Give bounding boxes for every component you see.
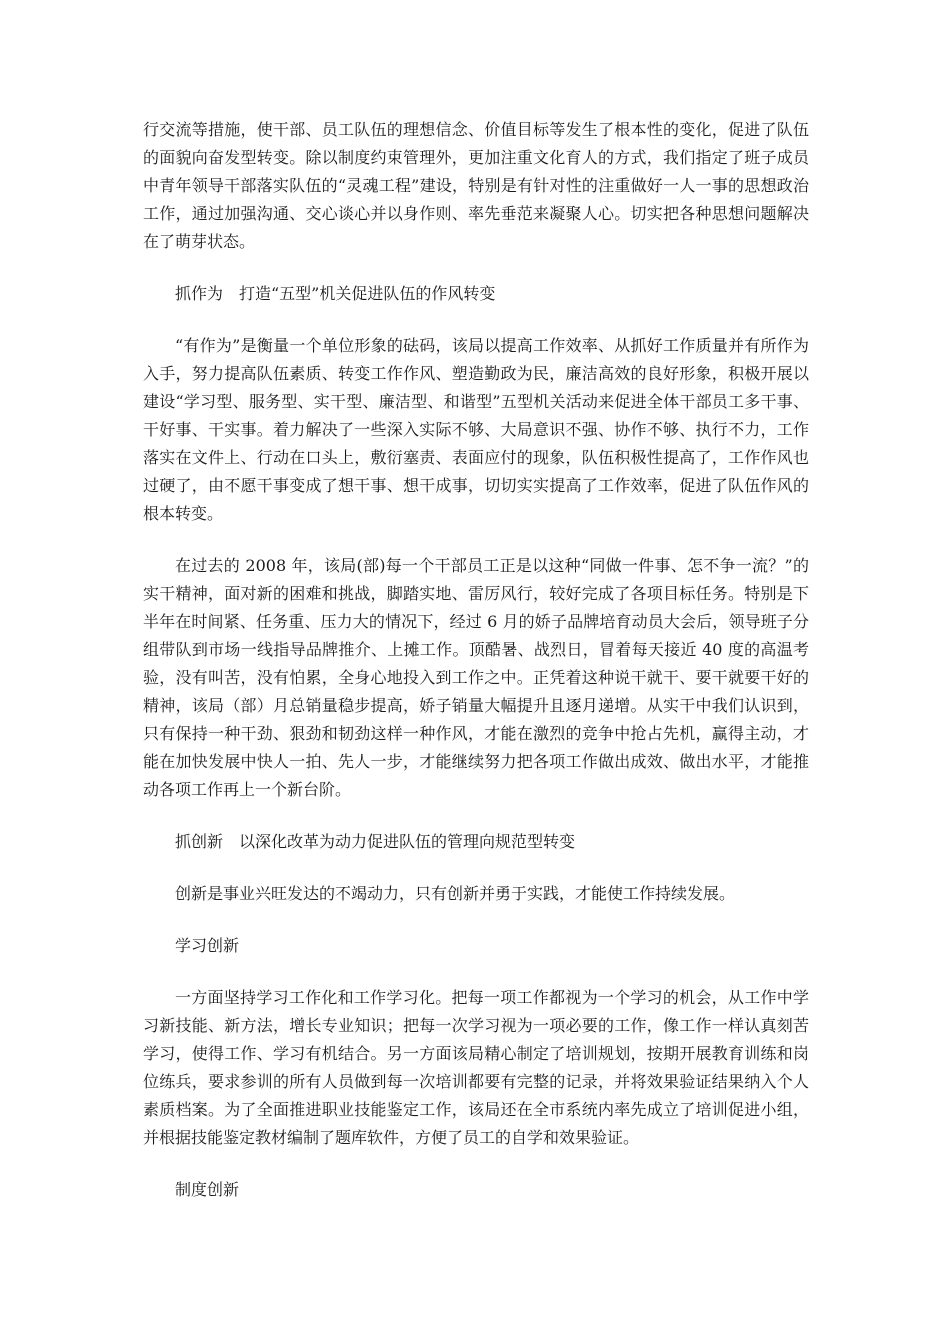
paragraph-team-building: 行交流等措施，使干部、员工队伍的理想信念、价值目标等发生了根本性的变化，促进了队伍的面貌向奋发型转变。除以制度约束管理外，更加注重文化育人的方式，我们指定了班子成员中青年领导干部落实队伍的“灵魂工程”建设，特别是有针对性的注重做好一人一事的思想政治工作，通过加强沟通、交心谈心并以身作则、率先垂范来凝聚人心。切实把各种思想问题解决在了萌芽状态。 [143,120,809,251]
paragraph-learning: 一方面坚持学习工作化和工作学习化。把每一项工作都视为一个学习的机会，从工作中学习新技能、新方法，增长专业知识；把每一次学习视为一项必要的工作，像工作一样认真刻苦学习，使得工作、学习有机结合。另一方面该局精心制定了培训规划，按期开展教育训练和岗位练兵，要求参训的所有人员做到每一次培训都要有完整的记录，并将效果验证结果纳入个人素质档案。为了全面推进职业技能鉴定工作，该局还在全市系统内率先成立了培训促进小组，并根据技能鉴定教材编制了题库软件，方便了员工的自学和效果验证。 [143,988,809,1147]
paragraph-five-types: “有作为”是衡量一个单位形象的砝码，该局以提高工作效率、从抓好工作质量并有所作为入手，努力提高队伍素质、转变工作作风、塑造勤政为民，廉洁高效的良好形象，积极开展以建设“学习型、服务型、实干型、廉洁型、和谐型”五型机关活动来促进全体干部员工多干事、干好事、干实事。着力解决了一些深入实际不够、大局意识不强、协作不够、执行不力，工作落实在文件上、行动在口头上，敷衍塞责、表面应付的现象，队伍积极性提高了，工作作风也过硬了，由不愿干事变成了想干事、想干成事，切切实实提高了工作效率，促进了队伍作风的根本转变。 [143,336,809,523]
paragraph-2008-work: 在过去的 2008 年，该局(部)每一个干部员工正是以这种“同做一件事、怎不争一流？”的实干精神，面对新的困难和挑战，脚踏实地、雷厉风行，较好完成了各项目标任务。特别是下半年在时间紧、任务重、压力大的情况下，经过 6 月的娇子品牌培育动员大会后，领导班子分组带队到市场一线指导品牌推介、上摊工作。顶酷暑、战烈日，冒着每天接近 40 度的高温考验，没有叫苦，没有怕累，全身心地投入到工作之中。正凭着这种说干就干、要干就要干好的精神，该局（部）月总销量稳步提高，娇子销量大幅提升且逐月递增。从实干中我们认识到，只有保持一种干劲、狠劲和韧劲这样一种作风，才能在激烈的竞争中抢占先机，赢得主动，才能在加快发展中快人一拍、先人一步，才能继续努力把各项工作做出成效、做出水平，才能推动各项工作再上一个新台阶。 [143,556,809,799]
subheading-system-innovation: 制度创新 [175,1180,240,1199]
section-heading-conduct: 抓作为 打造“五型”机关促进队伍的作风转变 [175,284,496,303]
paragraph-innovation-intro: 创新是事业兴旺发达的不竭动力，只有创新并勇于实践，才能使工作持续发展。 [175,884,736,903]
subheading-learning-innovation: 学习创新 [175,936,240,955]
document-body [143,116,809,1228]
section-heading-innovation: 抓创新 以深化改革为动力促进队伍的管理向规范型转变 [175,832,576,851]
